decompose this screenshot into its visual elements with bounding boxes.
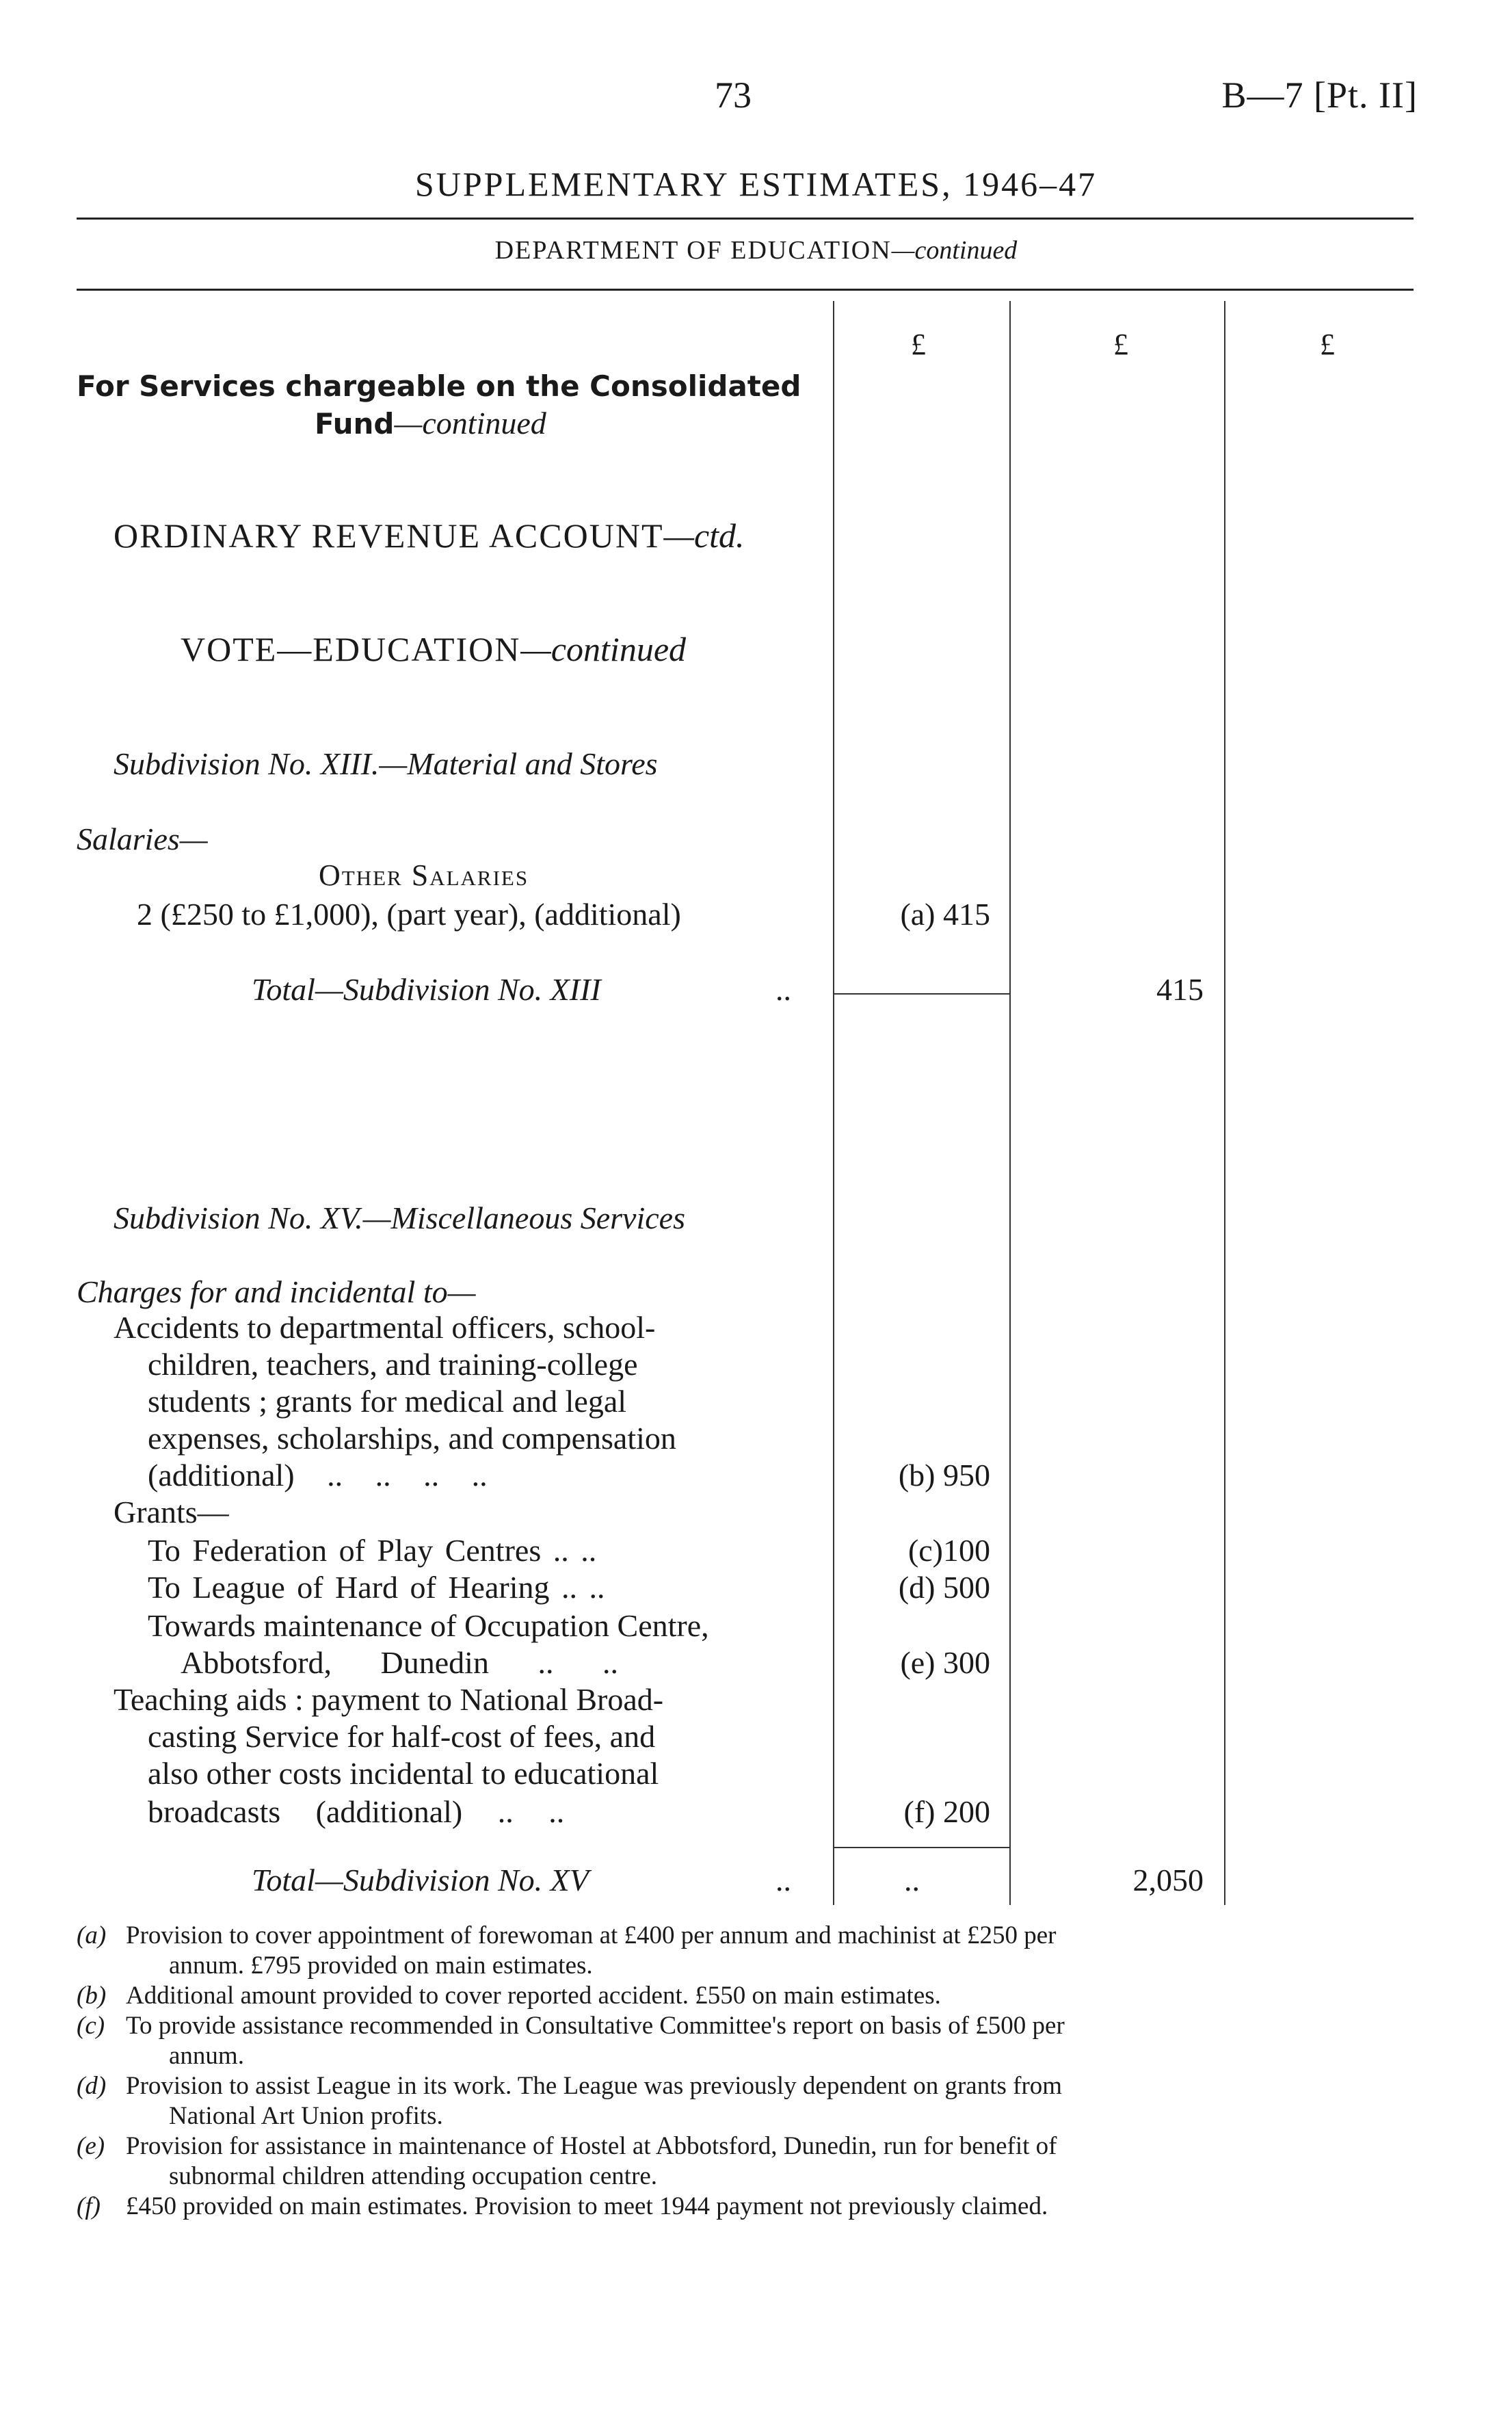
grants-label: Grants— xyxy=(114,1495,229,1529)
column-3-currency: £ xyxy=(1320,328,1335,361)
teaching-aids-amount: (f) 200 xyxy=(903,1794,990,1829)
column-2-currency: £ xyxy=(1113,328,1128,361)
grant-hard-of-hearing-amount: (d) 500 xyxy=(898,1570,990,1605)
column-divider-3 xyxy=(1224,301,1225,1905)
salaries-item: 2 (£250 to £1,000), (part year), (additional) xyxy=(137,897,681,932)
subdivision-xv-title: Subdivision No. XV.—Miscellaneous Services xyxy=(114,1200,685,1235)
column-divider-2 xyxy=(1009,301,1011,1905)
grant-play-centres: To Federation of Play Centres .. .. xyxy=(148,1533,597,1568)
teaching-aids-line-3: also other costs incidental to educational xyxy=(148,1756,659,1791)
teaching-aids-line-2: casting Service for half-cost of fees, and xyxy=(148,1719,656,1754)
salaries-amount: (a) 415 xyxy=(900,897,990,932)
accidents-line-5: (additional) .. .. .. .. xyxy=(148,1458,488,1493)
teaching-aids-line-4: broadcasts (additional) .. .. xyxy=(148,1794,565,1829)
page-title: SUPPLEMENTARY ESTIMATES, 1946–47 xyxy=(414,165,1098,203)
accidents-amount: (b) 950 xyxy=(898,1458,990,1493)
subdivision-xv-total-label: Total—Subdivision No. XV xyxy=(252,1863,589,1897)
page-number: 73 xyxy=(715,75,752,116)
subdivision-xiii-total: 415 xyxy=(1156,972,1204,1007)
column-1-currency: £ xyxy=(911,328,926,361)
document-reference: B—7 [Pt. II] xyxy=(1221,75,1418,116)
footnote-f: (f) £450 provided on main estimates. Provision to meet 1944 payment not previously claimed. xyxy=(77,2192,1048,2220)
subtotal-rule-xiii xyxy=(833,993,1011,995)
header-rule-bottom xyxy=(77,289,1414,291)
services-heading-line1: For Services chargeable on the Consolidated xyxy=(77,369,801,403)
grant-hard-of-hearing: To League of Hard of Hearing .. .. xyxy=(148,1570,605,1605)
subdivision-xv-column-1-dots: .. xyxy=(904,1863,920,1897)
column-divider-1 xyxy=(833,301,834,1905)
grant-occupation-line-1: Towards maintenance of Occupation Centre, xyxy=(148,1608,709,1643)
footnote-e: (e) Provision for assistance in maintenance of Hostel at Abbotsford, Dunedin, run for benefit of subnormal children attending occupation centre. xyxy=(77,2132,1057,2190)
footnote-b: (b) Additional amount provided to cover reported accident. £550 on main estimates. xyxy=(77,1982,941,2010)
footnote-a: (a) Provision to cover appointment of forewoman at £400 per annum and machinist at £250 per annum. £795 provided on main estimates. xyxy=(77,1921,1057,1980)
grant-play-centres-amount: (c)100 xyxy=(907,1533,990,1568)
footnote-c: (c) To provide assistance recommended in Consultative Committee's report on basis of £500 per annum. xyxy=(77,2012,1065,2070)
account-heading: ORDINARY REVENUE ACCOUNT—ctd. xyxy=(114,516,745,555)
subdivision-xv-total: 2,050 xyxy=(1132,1863,1204,1897)
teaching-aids-line-1: Teaching aids : payment to National Broad- xyxy=(114,1682,664,1717)
header-rule-top xyxy=(77,218,1414,220)
other-salaries-label: Other Salaries xyxy=(319,858,529,892)
accidents-line-1: Accidents to departmental officers, school- xyxy=(114,1310,656,1345)
subdivision-xiii-total-dots: .. xyxy=(775,972,791,1007)
department-heading: DEPARTMENT OF EDUCATION—continued xyxy=(494,236,1018,265)
subtotal-rule-xv xyxy=(833,1847,1011,1848)
vote-heading: VOTE—EDUCATION—continued xyxy=(181,630,687,668)
accidents-line-4: expenses, scholarships, and compensation xyxy=(148,1421,676,1456)
services-heading-line2: Fund—continued xyxy=(315,406,546,441)
charges-label: Charges for and incidental to— xyxy=(77,1274,476,1309)
accidents-line-2: children, teachers, and training-college xyxy=(148,1347,638,1382)
grant-occupation-amount: (e) 300 xyxy=(900,1645,990,1680)
accidents-line-3: students ; grants for medical and legal xyxy=(148,1384,627,1419)
subdivision-xiii-total-label: Total—Subdivision No. XIII xyxy=(252,972,601,1007)
salaries-label: Salaries— xyxy=(77,822,208,856)
subdivision-xv-total-dots: .. xyxy=(775,1863,791,1897)
subdivision-xiii-title: Subdivision No. XIII.—Material and Stores xyxy=(114,746,658,781)
grant-occupation-line-2: Abbotsford, Dunedin .. .. xyxy=(181,1645,618,1680)
footnote-d: (d) Provision to assist League in its work. The League was previously dependent on grants from National Art Union profits. xyxy=(77,2072,1063,2130)
